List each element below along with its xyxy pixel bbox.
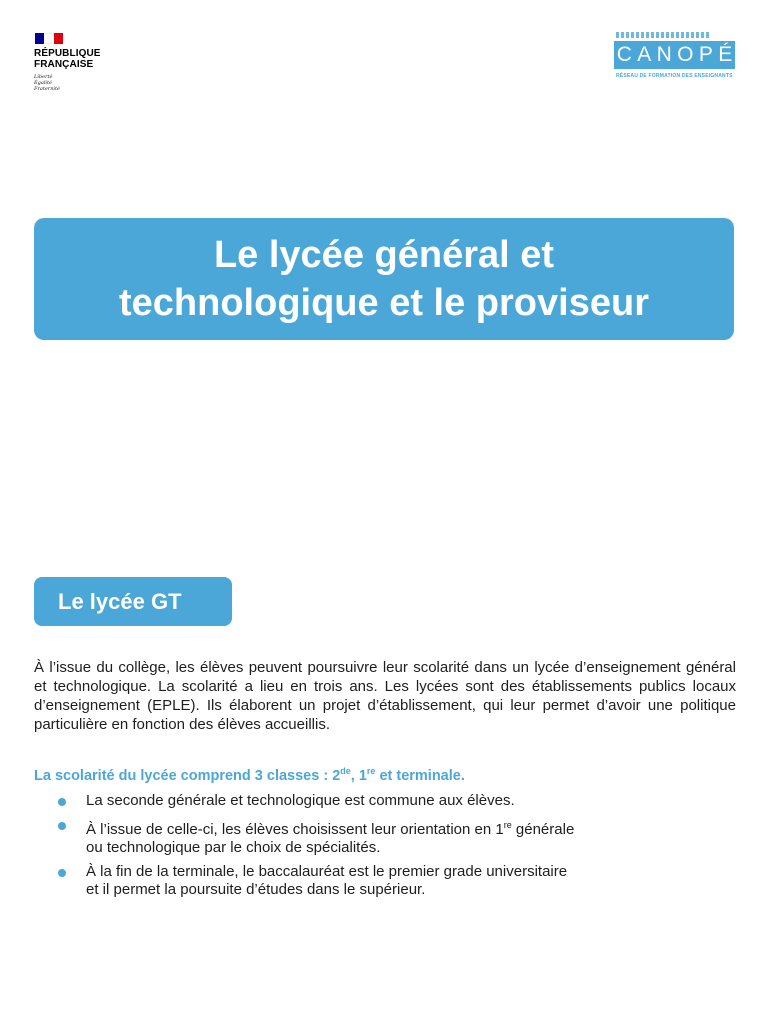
canope-wordmark: C A N O P É xyxy=(614,41,735,69)
list-item: La seconde générale et technologique est commune aux élèves. xyxy=(58,792,658,810)
republique-motto: Liberté Égalité Fraternité xyxy=(34,74,60,92)
section-heading: Le lycée GT xyxy=(34,577,232,626)
canope-pattern-icon xyxy=(616,32,711,38)
canope-logo xyxy=(614,32,737,79)
french-flag-icon xyxy=(35,33,63,44)
bullet-dot-icon xyxy=(58,798,66,806)
list-item: À l’issue de celle-ci, les élèves choisissent leur orientation en 1re générale ou technologique par le choix de spécialités. xyxy=(58,816,658,857)
list-item: À la fin de la terminale, le baccalauréat est le premier grade universitaire et il permet la poursuite d’études dans le supérieur. xyxy=(58,863,658,899)
bullet-dot-icon xyxy=(58,822,66,830)
page-title: Le lycée général et technologique et le proviseur xyxy=(34,218,734,340)
intro-paragraph: À l’issue du collège, les élèves peuvent poursuivre leur scolarité dans un lycée d’enseignement général et technologique. La scolarité a lieu en trois ans. Les lycées sont des établissements publics locaux d’enseignement (EPLE). Ils élaborent un projet d’établissement, qui leur permet d’avoir une politique particulière en fonction des élèves accueillis. xyxy=(34,659,736,733)
classes-subheading: La scolarité du lycée comprend 3 classes : 2de, 1re et terminale. xyxy=(34,766,465,784)
republique-name: RÉPUBLIQUE FRANÇAISE xyxy=(34,48,101,70)
classes-list xyxy=(58,792,658,905)
canope-subtitle: RÉSEAU DE FORMATION DES ENSEIGNANTS xyxy=(616,73,733,79)
bullet-dot-icon xyxy=(58,869,66,877)
republique-francaise-logo xyxy=(34,33,101,92)
